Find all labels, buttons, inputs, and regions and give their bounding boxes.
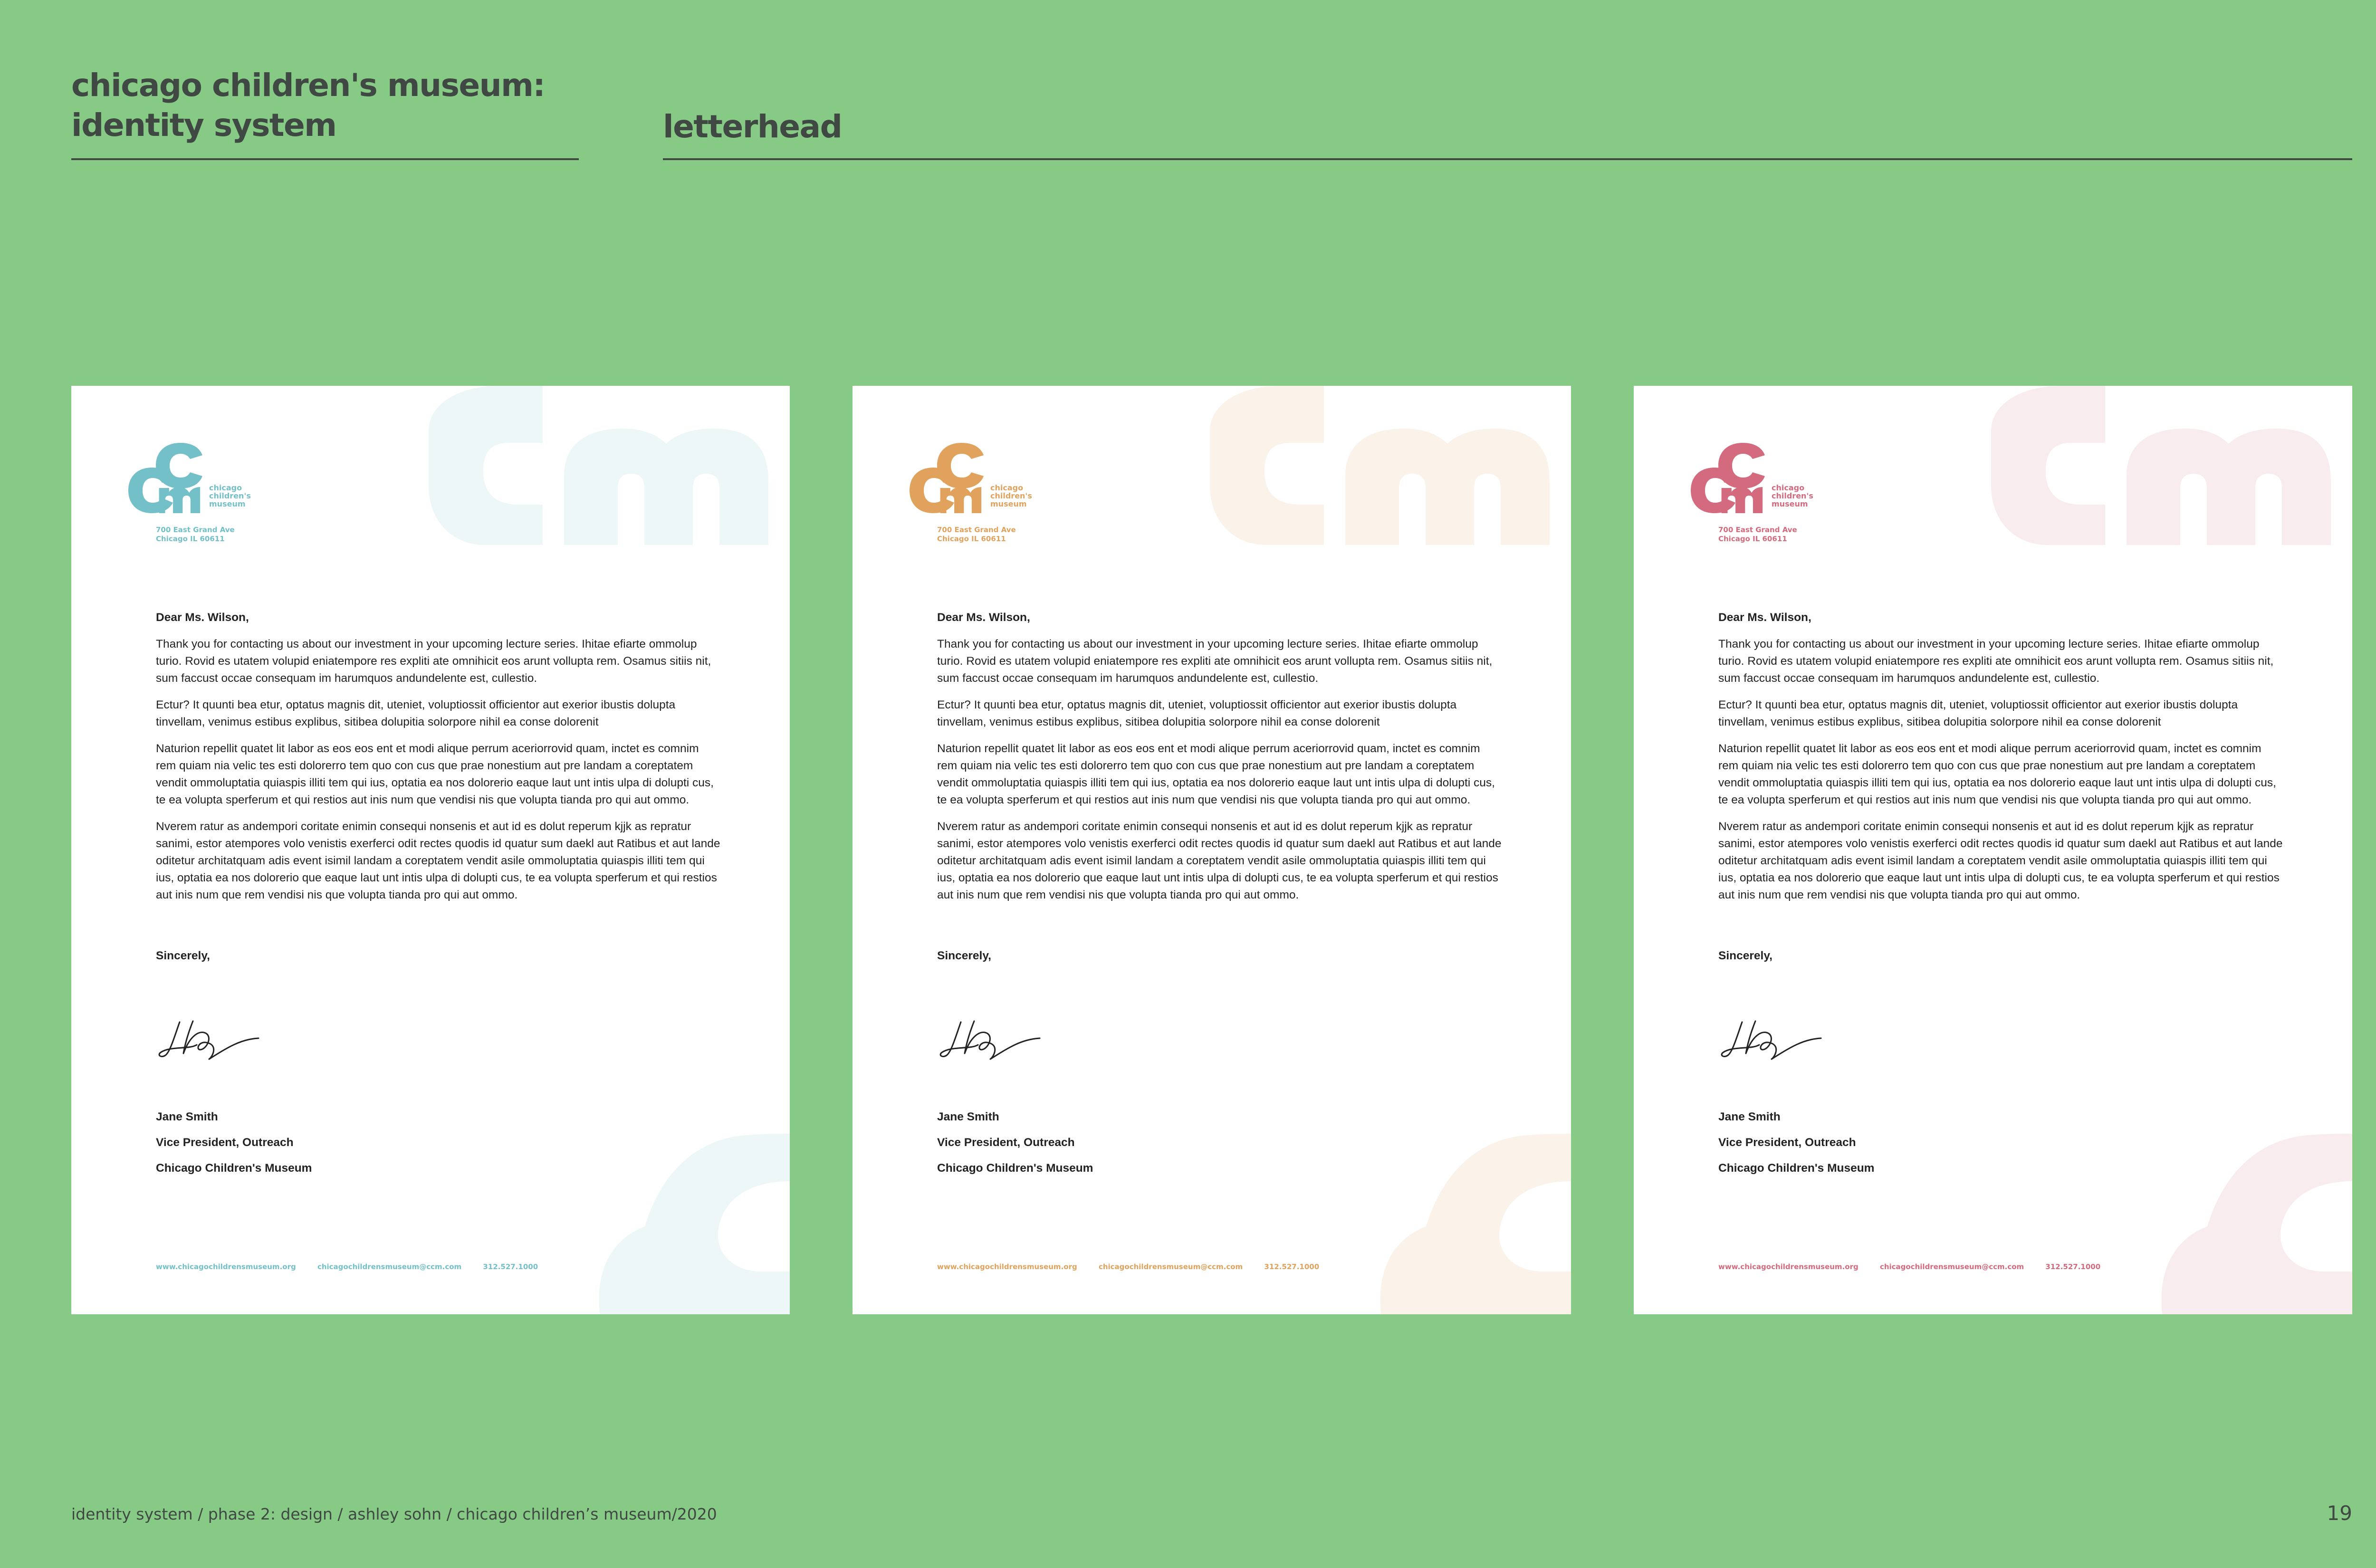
salutation: Dear Ms. Wilson, (1718, 611, 1811, 624)
museum-logo (909, 443, 1065, 514)
letter-paragraph-4: Nverem ratur as andempori coritate enimin consequi nonsenis et aut id es dolut reperum kjjk as repratur sanimi, estor atempores volo venistis exerferci odit rectes quodis id quatur sum daekl aut Ratibus et aut lande oditetur architatquam adis event isimil landam a coreptatem vendit asile ommoluptatia quiaspis illiti tem qui ius, optatia ea nos dolorerio que eaque laut unt intis ulpa di dolupti cus, te ea volupta sperferum et qui restios aut inis num que rem vendisi nis que volupta tianda pro qui aut ommo. (937, 820, 1502, 901)
letterhead-contact-footer (156, 1262, 557, 1271)
museum-address (156, 526, 235, 544)
signer-block (1718, 1104, 1874, 1181)
document-title-line-2: identity system (71, 107, 336, 143)
letter-paragraph-1: Thank you for contacting us about our investment in your upcoming lecture series. Ihitae efiarte ommolup turio. Rovid es utatem volupid eniatempore res expliti ate omnihicit eos arunt vollupta rem. Osamus sitiis nit, sum faccust occae consequam im harumquos andundelente est, cullestio. (1718, 638, 2274, 685)
footer-email: chicagochildrensmuseum@ccm.com (1879, 1262, 2024, 1271)
logo-word-1: chicago (209, 483, 242, 492)
watermark-c-bottom (581, 1134, 790, 1314)
signer-organization: Chicago Children's Museum (937, 1162, 1093, 1175)
letterhead-sheet-orange (853, 386, 1571, 1314)
salutation: Dear Ms. Wilson, (937, 611, 1030, 624)
footer-phone: 312.527.1000 (2045, 1262, 2101, 1271)
logo-word-2: children's (1772, 491, 1813, 500)
signer-organization: Chicago Children's Museum (1718, 1162, 1875, 1175)
signature (1718, 1016, 1832, 1064)
letter-paragraph-1: Thank you for contacting us about our investment in your upcoming lecture series. Ihitae efiarte ommolup turio. Rovid es utatem volupid eniatempore res expliti ate omnihicit eos arunt vollupta rem. Osamus sitiis nit, sum faccust occae consequam im harumquos andundelente est, cullestio. (937, 638, 1493, 685)
logo-word-3: museum (1772, 499, 1808, 508)
logo-wordmark (1772, 484, 1813, 508)
letter-body (1718, 609, 2284, 974)
letter-paragraph-2: Ectur? It quunti bea etur, optatus magnis dit, uteniet, voluptiossit officientor aut exerior ibustis dolupta tinvellam, venimus estibus explibus, sitibea dolupitia solorpore nihil ea conse dolorenit (1718, 698, 2238, 728)
footer-website: www.chicagochildrensmuseum.org (1718, 1262, 1859, 1271)
closing: Sincerely, (937, 949, 991, 962)
address-line-1: 700 East Grand Ave (156, 526, 235, 534)
signer-title: Vice President, Outreach (156, 1136, 294, 1149)
signature (156, 1016, 270, 1064)
section-title: letterhead (663, 108, 842, 145)
logo-word-2: children's (209, 491, 251, 500)
letterhead-sheet-pink (1634, 386, 2352, 1314)
footer-email: chicagochildrensmuseum@ccm.com (317, 1262, 462, 1271)
letter-paragraph-1: Thank you for contacting us about our investment in your upcoming lecture series. Ihitae efiarte ommolup turio. Rovid es utatem volupid eniatempore res expliti ate omnihicit eos arunt vollupta rem. Osamus sitiis nit, sum faccust occae consequam im harumquos andundelente est, cullestio. (156, 638, 711, 685)
salutation: Dear Ms. Wilson, (156, 611, 249, 624)
logo-word-1: chicago (1772, 483, 1805, 492)
museum-address (1718, 526, 1797, 544)
signer-name: Jane Smith (937, 1110, 999, 1123)
logo-wordmark (209, 484, 251, 508)
watermark-cm-top (429, 386, 790, 545)
letter-paragraph-4: Nverem ratur as andempori coritate enimin consequi nonsenis et aut id es dolut reperum kjjk as repratur sanimi, estor atempores volo venistis exerferci odit rectes quodis id quatur sum daekl aut Ratibus et aut lande oditetur architatquam adis event isimil landam a coreptatem vendit asile ommoluptatia quiaspis illiti tem qui ius, optatia ea nos dolorerio que eaque laut unt intis ulpa di dolupti cus, te ea volupta sperferum et qui restios aut inis num que rem vendisi nis que volupta tianda pro qui aut ommo. (1718, 820, 2283, 901)
watermark-cm-top (1210, 386, 1571, 545)
logo-word-2: children's (990, 491, 1032, 500)
ccm-monogram-icon (909, 443, 989, 514)
ccm-monogram-icon (127, 443, 208, 514)
letter-paragraph-3: Naturion repellit quatet lit labor as eos eos ent et modi alique perrum aceriorrovid quam, inctet es comnim rem quiam nia velic tes esti dolorerro tem quo con cus que prae nonestium aut pre landam a coreptatem vendit ommoluptatia quiaspis illiti tem qui ius, optatia ea nos dolorerio eaque laut unt intis ulpa di dolupti cus, te ea volupta sperferum et qui restios aut inis num que vendisi nis que volupta tianda pro qui aut ommo. (937, 742, 1495, 806)
address-line-1: 700 East Grand Ave (937, 526, 1016, 534)
address-line-2: Chicago IL 60611 (937, 535, 1006, 543)
section-underline (663, 158, 2352, 160)
signer-block (156, 1104, 312, 1181)
footer-email: chicagochildrensmuseum@ccm.com (1098, 1262, 1243, 1271)
ccm-monogram-icon (1690, 443, 1771, 514)
signer-block (937, 1104, 1093, 1181)
museum-logo (127, 443, 284, 514)
signer-title: Vice President, Outreach (1718, 1136, 1856, 1149)
letterhead-contact-footer (1718, 1262, 2119, 1271)
watermark-cm-top (1991, 386, 2352, 545)
signer-name: Jane Smith (1718, 1110, 1781, 1123)
letter-paragraph-4: Nverem ratur as andempori coritate enimin consequi nonsenis et aut id es dolut reperum kjjk as repratur sanimi, estor atempores volo venistis exerferci odit rectes quodis id quatur sum daekl aut Ratibus et aut lande oditetur architatquam adis event isimil landam a coreptatem vendit asile ommoluptatia quiaspis illiti tem qui ius, optatia ea nos dolorerio que eaque laut unt intis ulpa di dolupti cus, te ea volupta sperferum et qui restios aut inis num que rem vendisi nis que volupta tianda pro qui aut ommo. (156, 820, 720, 901)
document-title (71, 66, 575, 145)
footer-website: www.chicagochildrensmuseum.org (937, 1262, 1077, 1271)
document-title-line-1: chicago children's museum: (71, 67, 545, 104)
letterhead-contact-footer (937, 1262, 1338, 1271)
letter-paragraph-3: Naturion repellit quatet lit labor as eos eos ent et modi alique perrum aceriorrovid quam, inctet es comnim rem quiam nia velic tes esti dolorerro tem quo con cus que prae nonestium aut pre landam a coreptatem vendit ommoluptatia quiaspis illiti tem qui ius, optatia ea nos dolorerio eaque laut unt intis ulpa di dolupti cus, te ea volupta sperferum et qui restios aut inis num que vendisi nis que volupta tianda pro qui aut ommo. (156, 742, 714, 806)
logo-wordmark (990, 484, 1032, 508)
watermark-c-bottom (2143, 1134, 2352, 1314)
letterhead-sheet-teal (71, 386, 790, 1314)
title-underline (71, 158, 579, 160)
signature (937, 1016, 1051, 1064)
museum-logo (1690, 443, 1847, 514)
footer-phone: 312.527.1000 (483, 1262, 538, 1271)
logo-word-3: museum (990, 499, 1027, 508)
letter-paragraph-3: Naturion repellit quatet lit labor as eos eos ent et modi alique perrum aceriorrovid quam, inctet es comnim rem quiam nia velic tes esti dolorerro tem quo con cus que prae nonestium aut pre landam a coreptatem vendit ommoluptatia quiaspis illiti tem qui ius, optatia ea nos dolorerio eaque laut unt intis ulpa di dolupti cus, te ea volupta sperferum et qui restios aut inis num que vendisi nis que volupta tianda pro qui aut ommo. (1718, 742, 2276, 806)
logo-word-3: museum (209, 499, 246, 508)
logo-word-1: chicago (990, 483, 1024, 492)
letter-paragraph-2: Ectur? It quunti bea etur, optatus magnis dit, uteniet, voluptiossit officientor aut exerior ibustis dolupta tinvellam, venimus estibus explibus, sitibea dolupitia solorpore nihil ea conse dolorenit (156, 698, 676, 728)
signer-title: Vice President, Outreach (937, 1136, 1075, 1149)
footer-website: www.chicagochildrensmuseum.org (156, 1262, 296, 1271)
signer-name: Jane Smith (156, 1110, 218, 1123)
closing: Sincerely, (1718, 949, 1772, 962)
letter-paragraph-2: Ectur? It quunti bea etur, optatus magnis dit, uteniet, voluptiossit officientor aut exerior ibustis dolupta tinvellam, venimus estibus explibus, sitibea dolupitia solorpore nihil ea conse dolorenit (937, 698, 1457, 728)
watermark-c-bottom (1362, 1134, 1571, 1314)
address-line-1: 700 East Grand Ave (1718, 526, 1797, 534)
page-credit: identity system / phase 2: design / ashley sohn / chicago children’s museum/2020 (71, 1505, 717, 1523)
closing: Sincerely, (156, 949, 210, 962)
letter-body (156, 609, 721, 974)
signer-organization: Chicago Children's Museum (156, 1162, 312, 1175)
museum-address (937, 526, 1016, 544)
address-line-2: Chicago IL 60611 (1718, 535, 1787, 543)
letter-body (937, 609, 1503, 974)
footer-phone: 312.527.1000 (1264, 1262, 1320, 1271)
address-line-2: Chicago IL 60611 (156, 535, 225, 543)
page-number: 19 (2327, 1501, 2352, 1525)
